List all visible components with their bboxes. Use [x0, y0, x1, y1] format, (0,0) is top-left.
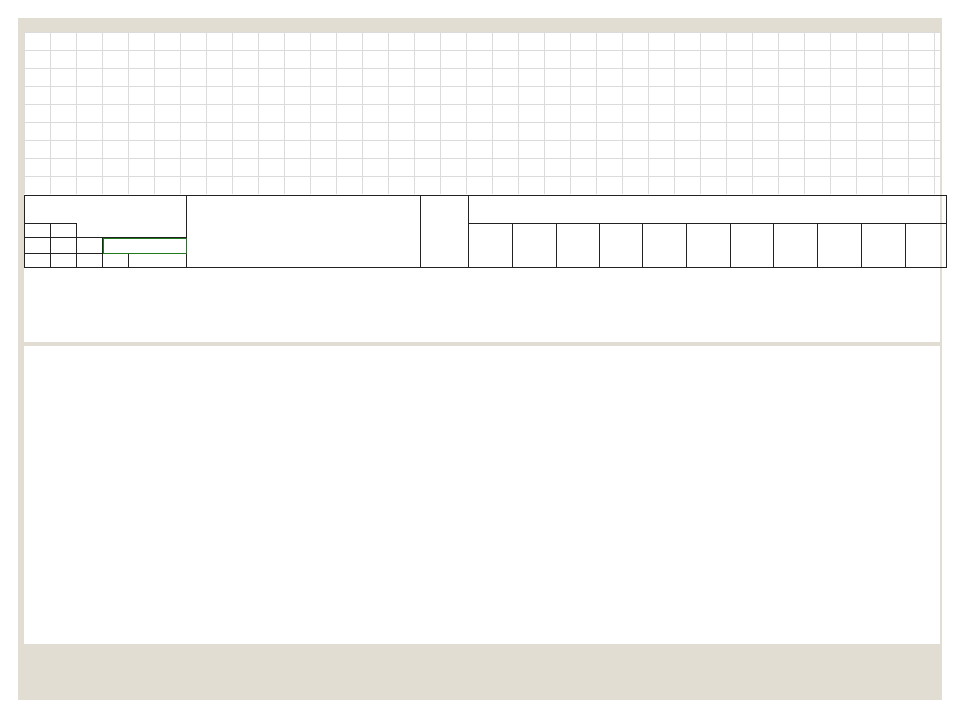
- header-admin-code: [25, 196, 187, 210]
- spreadsheet-sheet: [24, 32, 940, 644]
- header-monthly-plan: [469, 196, 947, 224]
- sheet-gridlines: [24, 32, 940, 194]
- header-institution-code: [25, 210, 187, 224]
- month-header: [687, 224, 731, 268]
- month-header: [862, 224, 906, 268]
- month-header: [774, 224, 818, 268]
- month-header: [513, 224, 557, 268]
- month-header: [643, 224, 687, 268]
- plan-table-top: [24, 195, 947, 268]
- header-specifics: [129, 254, 187, 268]
- header-program: [77, 224, 187, 238]
- header-expense-name: [187, 196, 421, 268]
- month-header: [906, 224, 947, 268]
- month-header: [557, 224, 600, 268]
- month-header: [818, 224, 862, 268]
- month-header: [469, 224, 513, 268]
- month-header: [731, 224, 774, 268]
- month-header: [600, 224, 643, 268]
- header-annual-plan: [421, 196, 469, 268]
- section-divider: [24, 342, 940, 346]
- header-subprogram[interactable]: [103, 238, 187, 254]
